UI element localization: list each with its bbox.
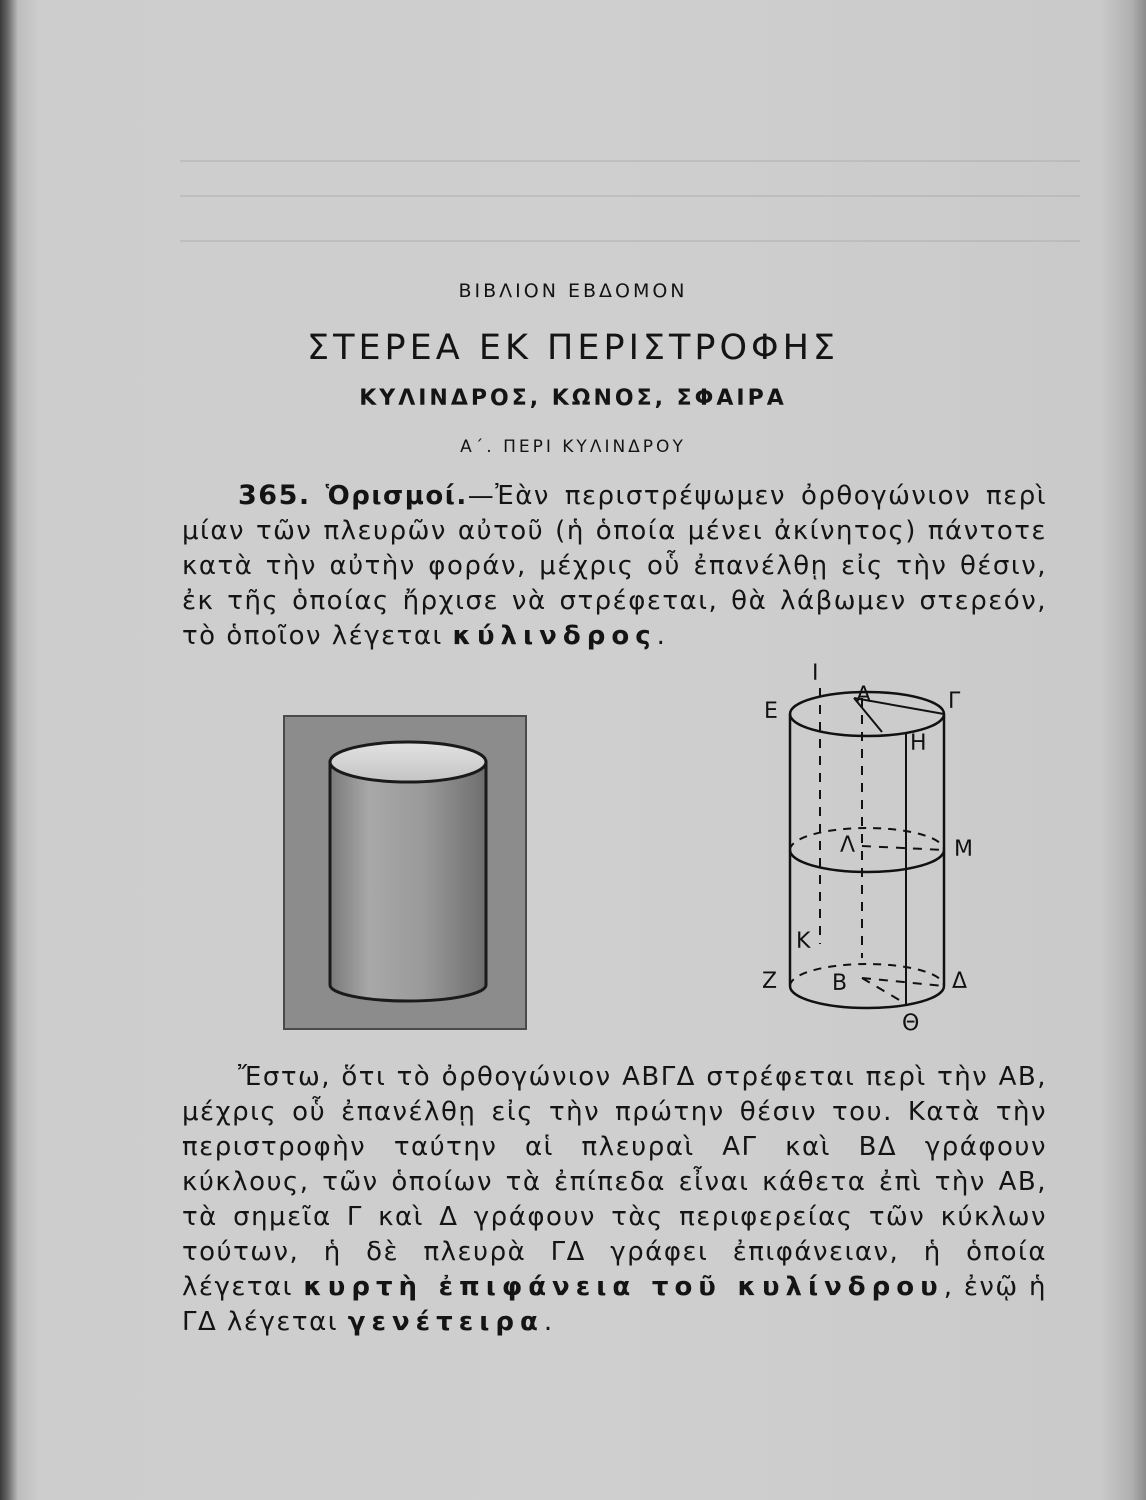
label-E: Ε	[764, 699, 778, 724]
label-Th: Θ	[902, 1011, 920, 1036]
label-Z: Ζ	[762, 969, 778, 994]
chapter-title: ΣΤΕΡΕΑ ΕΚ ΠΕΡΙΣΤΡΟΦΗΣ	[306, 328, 840, 368]
explanation-paragraph: Ἔστω, ὅτι τὸ ὀρθογώνιον ΑΒΓΔ στρέφεται περὶ τὴν ΑΒ, μέχρις οὗ ἐπανέλθῃ εἰς τὴν πρώτην θέσιν του. Κατὰ τὴν περιστροφὴν ταύτην αἱ πλευραὶ ΑΓ καὶ ΒΔ γράφουν κύκλους, τῶν ὁποίων τὰ ἐπίπεδα εἶναι κάθετα ἐπὶ τὴν ΑΒ, τὰ σημεῖα Γ καὶ Δ γράφουν τὰς περιφερείας τῶν κύκλων τούτων, ἡ δὲ πλευρὰ ΓΔ γράφει ἐπιφάνειαν, ἡ ὁποία λέγεται κυρτὴ ἐπιφάνεια τοῦ κυλίνδρου, ἐνῷ ἡ ΓΔ λέγεται γενέτειρα.	[182, 1062, 1047, 1337]
bleed-through-line	[180, 160, 1080, 162]
paragraph-text: —Ἐὰν περιστρέψωμεν ὀρθογώνιον περὶ μίαν τῶν πλευρῶν αὐτοῦ (ἡ ὁποία μένει ἀκίνητος) πάντοτε κατὰ τὴν αὐτὴν φοράν, μέχρις οὗ ἐπανέλθῃ εἰς τὴν θέσιν, ἐκ τῆς ὁποίας ἤρχισε νὰ στρέφεται, θὰ λάβωμεν στερεόν, τὸ ὁποῖον λέγεται	[182, 481, 1048, 651]
cylinder-diagram	[758, 658, 998, 1038]
term-cylinder: κύλινδρος	[452, 621, 657, 651]
paragraph-number: 365.	[238, 480, 311, 511]
cylinder-photo-drawing	[285, 717, 525, 1028]
term-convex-surface: κυρτὴ ἐπιφάνεια τοῦ κυλίνδρου	[303, 1272, 944, 1302]
bleed-through-line	[180, 240, 1080, 242]
term-generatrix: γενέτειρα	[347, 1307, 544, 1337]
section-heading: Α΄. ΠΕΡΙ ΚΥΛΙΝΔΡΟΥ	[460, 437, 686, 457]
radius-lm	[862, 846, 944, 850]
label-H: Η	[910, 731, 927, 756]
label-K: Κ	[796, 929, 811, 954]
definition-paragraph: 365. Ὁρισμοί.—Ἐὰν περιστρέψωμεν ὀρθογώνιον περὶ μίαν τῶν πλευρῶν αὐτοῦ (ἡ ὁποία μένει ἀκίνητος) πάντοτε κατὰ τὴν αὐτὴν φοράν, μέχρις οὗ ἐπανέλθῃ εἰς τὴν θέσιν, ἐκ τῆς ὁποίας ἤρχισε νὰ στρέφεται, θὰ λάβωμεν στερεόν, τὸ ὁποῖον λέγεται κύλινδρος.	[182, 480, 1048, 651]
chapter-subtitle: ΚΥΛΙΝΔΡΟΣ, ΚΩΝΟΣ, ΣΦΑΙΡΑ	[359, 386, 787, 411]
bottom-circle-back	[790, 964, 944, 986]
paragraph-heading: Ὁρισμοί.	[325, 481, 468, 511]
bleed-through-line	[180, 195, 1080, 197]
label-A: Α	[856, 683, 872, 708]
label-I: Ι	[812, 661, 819, 686]
bottom-circle-front	[790, 986, 944, 1008]
label-D: Δ	[952, 969, 968, 994]
middle-circle-front	[790, 850, 944, 872]
paragraph-text: Ἔστω, ὅτι τὸ ὀρθογώνιον ΑΒΓΔ στρέφεται περὶ τὴν ΑΒ, μέχρις οὗ ἐπανέλθῃ εἰς τὴν πρώτην θέσιν του. Κατὰ τὴν περιστροφὴν ταύτην αἱ πλευραὶ ΑΓ καὶ ΒΔ γράφουν κύκλους, τῶν ὁποίων τὰ ἐπίπεδα εἶναι κάθετα ἐπὶ τὴν ΑΒ, τὰ σημεῖα Γ καὶ Δ γράφουν τὰς περιφερείας τῶν κύκλων τούτων, ἡ δὲ πλευρὰ ΓΔ γράφει ἐπιφάνειαν, ἡ ὁποία λέγεται	[182, 1062, 1047, 1302]
label-L: Λ	[840, 833, 856, 858]
label-B: Β	[832, 971, 848, 996]
radius-bd	[862, 978, 944, 986]
label-M: Μ	[954, 837, 973, 862]
book-label: ΒΙΒΛΙΟΝ ΕΒΔΟΜΟΝ	[458, 280, 688, 302]
cylinder-photo	[283, 715, 527, 1030]
label-G: Γ	[948, 689, 961, 714]
